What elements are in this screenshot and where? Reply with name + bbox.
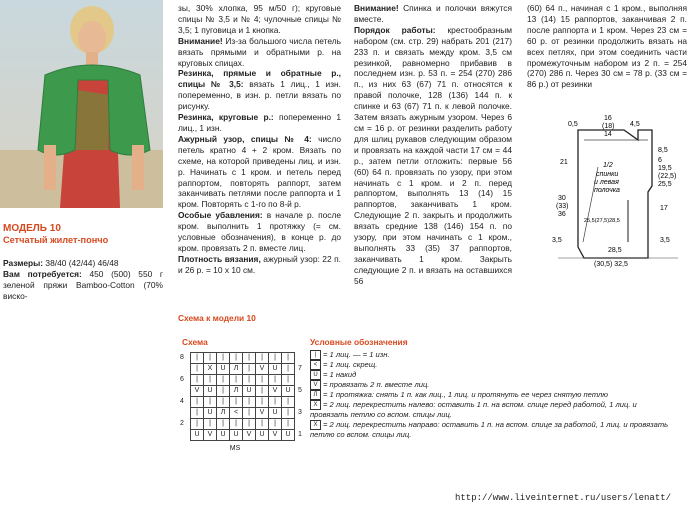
diagram-inner: 25,5(27,5)28,5 <box>584 218 620 224</box>
legend-item-6 <box>310 400 670 420</box>
row-label-1: 1 <box>298 431 302 438</box>
diagram-label-3: и левая <box>594 179 619 186</box>
diagram-right-2: 19,5 <box>658 165 672 172</box>
col4-text: (60) 64 п., начиная с 1 кром., выполняя 13 (14) 15 раппортов, заканчивая 2 п. после раппорта и 1 кром. Через 23 см = 60 р. от резинки продолжить вязать на всех петлях, при этом соединить части промежуточным набором из 2 п. = 254 (270) 286 п. Через 30 см = 78 р. (33 см = 86 р.) от резинки <box>527 3 687 90</box>
legend-sym-k2tog: V <box>310 380 321 390</box>
sizes-value: 38/40 (42/44) 46/48 <box>43 258 119 268</box>
diagram-top-3: 14 <box>604 131 612 138</box>
row-label-4: 4 <box>180 398 184 405</box>
work-label: Порядок работы: <box>354 24 436 35</box>
diagram-left-1: 30 <box>558 195 566 202</box>
row-label-7: 7 <box>298 365 302 372</box>
legend-item-4 <box>310 380 670 390</box>
legend-text-4: = провязать 2 п. вместе лиц. <box>323 380 430 389</box>
diagram-right-1: 6 <box>658 157 662 164</box>
density-text: ажурный узор: 22 п. и 26 р. = 10 х 10 см. <box>178 253 341 275</box>
diagram-label-2: спинки <box>596 171 619 178</box>
legend-text-5: = 1 протяжка: снять 1 п. как лиц., 1 лиц. и протянуть ее через снятую петлю <box>323 390 608 399</box>
lace-label: Ажурный узор, спицы № 4: <box>178 133 312 144</box>
pattern-diagram <box>548 112 688 272</box>
legend-item-3 <box>310 370 670 380</box>
diagram-label-4: полочка <box>594 187 620 194</box>
work-text: крестообразным набором (см. стр. 29) набрать 201 (217) 233 п. и связать между кром. 3,5 см резинкой, равномерно прибавив в последнем изн. р. 53 п. = 254 (270) 286 п., из них 63 (67) 71 п. относятся к правой полочке, 128 (136) 144 п. к спинке и 63 (67) 71 п. к левой полочке. Затем вязать ажурным узором. Через 6 см = 16 р. от резинки разделить работу для шлиц рукавов следующим образом и провязать на каждой части 17 см = 44 р., затем петли отложить: первые 56 (60) 64 п. провязать по узору, при этом начинать с 1 кром. и 2 п. перед раппортом, выполнять 13 (14) 15 раппортов, заканчивать 1 кром. Следующие 2 п. закрыть и продолжить вязать средние 138 (146) 154 п. по узору, при этом начинать с 1 кром., выполнять 33 (35) 37 раппортов, заканчивать 1 кром. Закрыть следующие 2 п. и вязать на оставшихся 56 <box>354 24 512 286</box>
diagram-right-4: 25,5 <box>658 181 672 188</box>
model-subtitle: Сетчатый жилет-пончо <box>3 235 109 245</box>
diagram-left-2: (33) <box>556 203 569 210</box>
row-label-8: 8 <box>180 354 184 361</box>
model-photo <box>0 0 163 208</box>
need-label: Вам потребуется: <box>3 268 82 279</box>
diagram-bottom-1: (30,5) 32,5 <box>594 261 628 268</box>
diagram-right-0: 8,5 <box>658 147 668 154</box>
diagram-top-2: (18) <box>602 123 615 130</box>
legend-sym-knit: | <box>310 350 321 360</box>
diagram-left-4: 3,5 <box>552 237 562 244</box>
decrease-label: Особые убавления: <box>178 210 263 221</box>
legend-sym-cross-right: X <box>310 420 321 430</box>
diagram-label-1: 1/2 <box>603 162 613 169</box>
legend-item-5 <box>310 390 670 400</box>
instructions-column-2 <box>178 3 341 276</box>
diagram-right-3: (22,5) <box>658 173 677 180</box>
rib2-text: попеременно 1 лиц., 1 изн. <box>178 112 341 133</box>
scheme-sub: Схема <box>182 337 208 347</box>
scheme-heading: Схема к модели 10 <box>178 313 256 323</box>
legend-sym-skp: Л <box>310 390 321 400</box>
diagram-top-0: 0,5 <box>568 121 578 128</box>
density-label: Плотность вязания, <box>178 253 261 264</box>
ms-label: MS <box>229 445 241 452</box>
rib-label: Резинка, прямые и обратные р., спицы № 3,5: <box>178 68 341 90</box>
row-label-5: 5 <box>298 387 302 394</box>
sizes-block <box>3 258 163 302</box>
stitch-chart <box>180 352 308 452</box>
diagram-right-6: 3,5 <box>660 237 670 244</box>
diagram-right-5: 17 <box>660 205 668 212</box>
attention-label: Внимание! <box>178 35 223 46</box>
legend-text-3: = 1 накид <box>323 370 357 379</box>
legend <box>310 350 670 439</box>
legend-sym-cross-left: X <box>310 400 321 410</box>
chart-grid: | | | | | | | | | Х U Л | V U | | | | | | | | | V U | Л U | V U | | | | | | | | | U Л < | V U | | | | | | | | | U V U U V U V U <box>190 352 295 441</box>
instructions-column-3 <box>354 3 512 287</box>
rib2-label: Резинка, круговые р.: <box>178 112 274 123</box>
attention2-label: Внимание! <box>354 3 399 13</box>
legend-text-1: = 1 лиц. — = 1 изн. <box>323 350 390 359</box>
row-label-6: 6 <box>180 376 184 383</box>
needles-text: зы, 30% хлопка, 95 м/50 г); круговые спицы № 3,5 и № 4; чулочные спицы № 3,5; 1 пуговица и 1 кнопка. <box>178 3 341 35</box>
legend-title: Условные обозначения <box>310 337 408 347</box>
diagram-bottom-0: 28,5 <box>608 247 622 254</box>
legend-item-2 <box>310 360 670 370</box>
attention-text: Из-за большого числа петель вязать прямыми и обратными р. на круговых спицах. <box>178 35 341 68</box>
legend-text-6: = 2 лиц. перекрестить налево: оставить 1 п. на вспом. спице перед работой, 1 лиц. и провязать петлю со вспом. спицы лиц. <box>310 400 637 419</box>
legend-item-1 <box>310 350 670 360</box>
need-value: 450 (500) 550 г зеленой пряжи Bamboo-Cotton (70% виско- <box>3 268 163 301</box>
legend-text-2: = 1 лиц. скрещ. <box>323 360 378 369</box>
diagram-top-1: 16 <box>604 115 612 122</box>
row-label-3: 3 <box>298 409 302 416</box>
decrease-text: в начале р. после кром. выполнить 1 протяжку (= см. условные обозначения), в конце р. до кром. провязать 2 п. вместе лиц. <box>178 210 341 253</box>
lace-text: число петель кратно 4 + 2 кром. Вязать по схеме, на которой приведены лиц. и изн. р. Начинать с 1 кром. и петель перед раппортом, повторять раппорт, затем заканчивать петлями после раппорта и 1 кром. Повторять с 1-го по 8-й р. <box>178 133 341 210</box>
sizes-label: Размеры: <box>3 258 44 268</box>
legend-sym-crossed: < <box>310 360 321 370</box>
rib-text: вязать 1 лиц., 1 изн. попеременно, в изн. р. петли вязать по рисунку. <box>178 79 342 112</box>
diagram-top-4: 4,5 <box>630 121 640 128</box>
diagram-left-0: 21 <box>560 159 568 166</box>
model-title: МОДЕЛЬ 10 <box>3 223 61 234</box>
diagram-left-3: 36 <box>558 211 566 218</box>
legend-text-7: = 2 лиц. перекрестить направо: оставить 1 п. на вспом. спице за работой, 1 лиц. и провязать петлю со вспом. спицы лиц. <box>310 419 669 439</box>
legend-sym-yarnover: U <box>310 370 321 380</box>
legend-item-7 <box>310 420 670 440</box>
instructions-column-4 <box>527 3 687 90</box>
source-url[interactable]: http://www.liveinternet.ru/users/lenatt/ <box>455 493 672 503</box>
attention2-text: Спинка и полочки вяжутся вместе. <box>354 3 512 24</box>
row-label-2: 2 <box>180 420 184 427</box>
